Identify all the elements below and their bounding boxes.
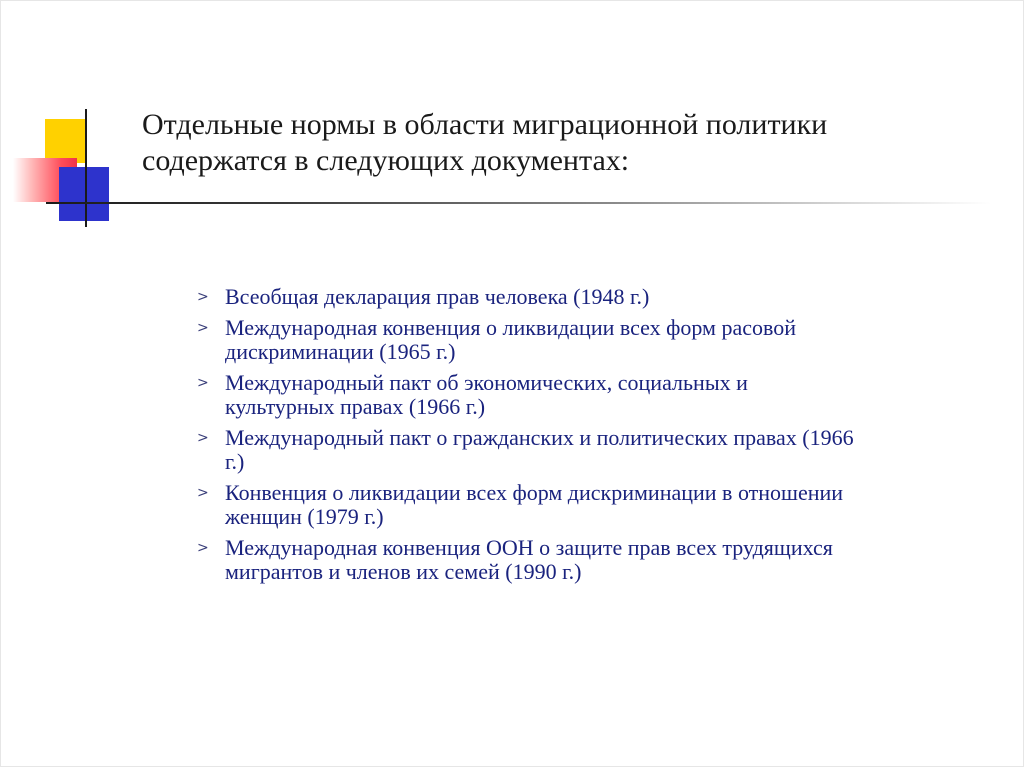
blue-square	[59, 167, 109, 221]
chevron-right-icon: >	[197, 540, 209, 556]
title-underline	[46, 202, 991, 204]
vertical-rule	[85, 109, 87, 227]
title-line-1: Отдельные нормы в области миграционной политики	[142, 108, 828, 141]
chevron-right-icon: >	[197, 485, 209, 501]
list-item-text: Международная конвенция о ликвидации всех форм расовой дискриминации (1965 г.)	[225, 315, 797, 364]
chevron-right-icon: >	[197, 375, 209, 391]
list-item	[197, 371, 857, 419]
list-item-text: Международный пакт об экономических, социальных и культурных правах (1966 г.)	[225, 370, 748, 419]
chevron-right-icon: >	[197, 320, 209, 336]
list-item	[197, 481, 857, 529]
list-item-text: Международный пакт о гражданских и политических правах (1966 г.)	[225, 425, 854, 474]
list-item-text: Конвенция о ликвидации всех форм дискриминации в отношении женщин (1979 г.)	[225, 480, 844, 529]
slide-title	[142, 107, 962, 179]
list-item	[197, 285, 857, 309]
chevron-right-icon: >	[197, 430, 209, 446]
title-line-2: содержатся в следующих документах:	[142, 144, 630, 177]
decorative-logo	[1, 1, 141, 241]
list-item	[197, 316, 857, 364]
chevron-right-icon: >	[197, 289, 209, 305]
list-item-text: Международная конвенция ООН о защите прав всех трудящихся мигрантов и членов их семей (1990 г.)	[225, 535, 833, 584]
list-item-text: Всеобщая декларация прав человека (1948 г.)	[225, 284, 650, 309]
documents-list	[197, 285, 857, 591]
list-item	[197, 426, 857, 474]
list-item	[197, 536, 857, 584]
yellow-square	[45, 119, 85, 163]
